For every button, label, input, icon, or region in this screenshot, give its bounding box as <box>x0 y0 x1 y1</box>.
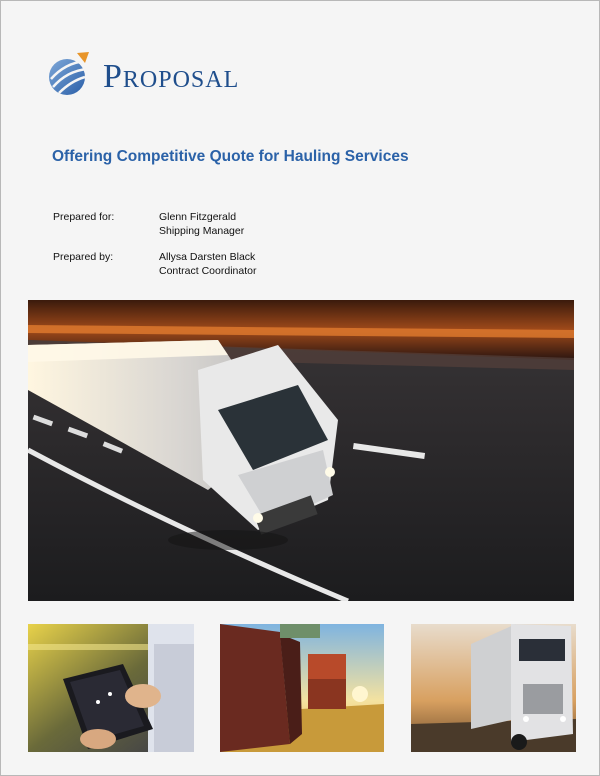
prepared-for-label: Prepared for: <box>53 211 115 223</box>
prepared-for-role: Shipping Manager <box>159 225 245 237</box>
proposal-title: Proposal <box>103 58 240 95</box>
hero-truck-image <box>28 300 574 601</box>
prepared-by-role: Contract Coordinator <box>159 265 257 277</box>
prepared-by-name: Allysa Darsten Black <box>159 251 256 263</box>
shipping-containers-image <box>220 624 384 752</box>
document-subtitle: Offering Competitive Quote for Hauling Services <box>52 148 409 165</box>
truck-sunset-image <box>411 624 576 752</box>
prepared-for-name: Glenn Fitzgerald <box>159 211 237 223</box>
logo-swirl-icon <box>47 49 91 97</box>
prepared-by-label: Prepared by: <box>53 251 114 263</box>
tablet-logistics-image <box>28 624 194 752</box>
